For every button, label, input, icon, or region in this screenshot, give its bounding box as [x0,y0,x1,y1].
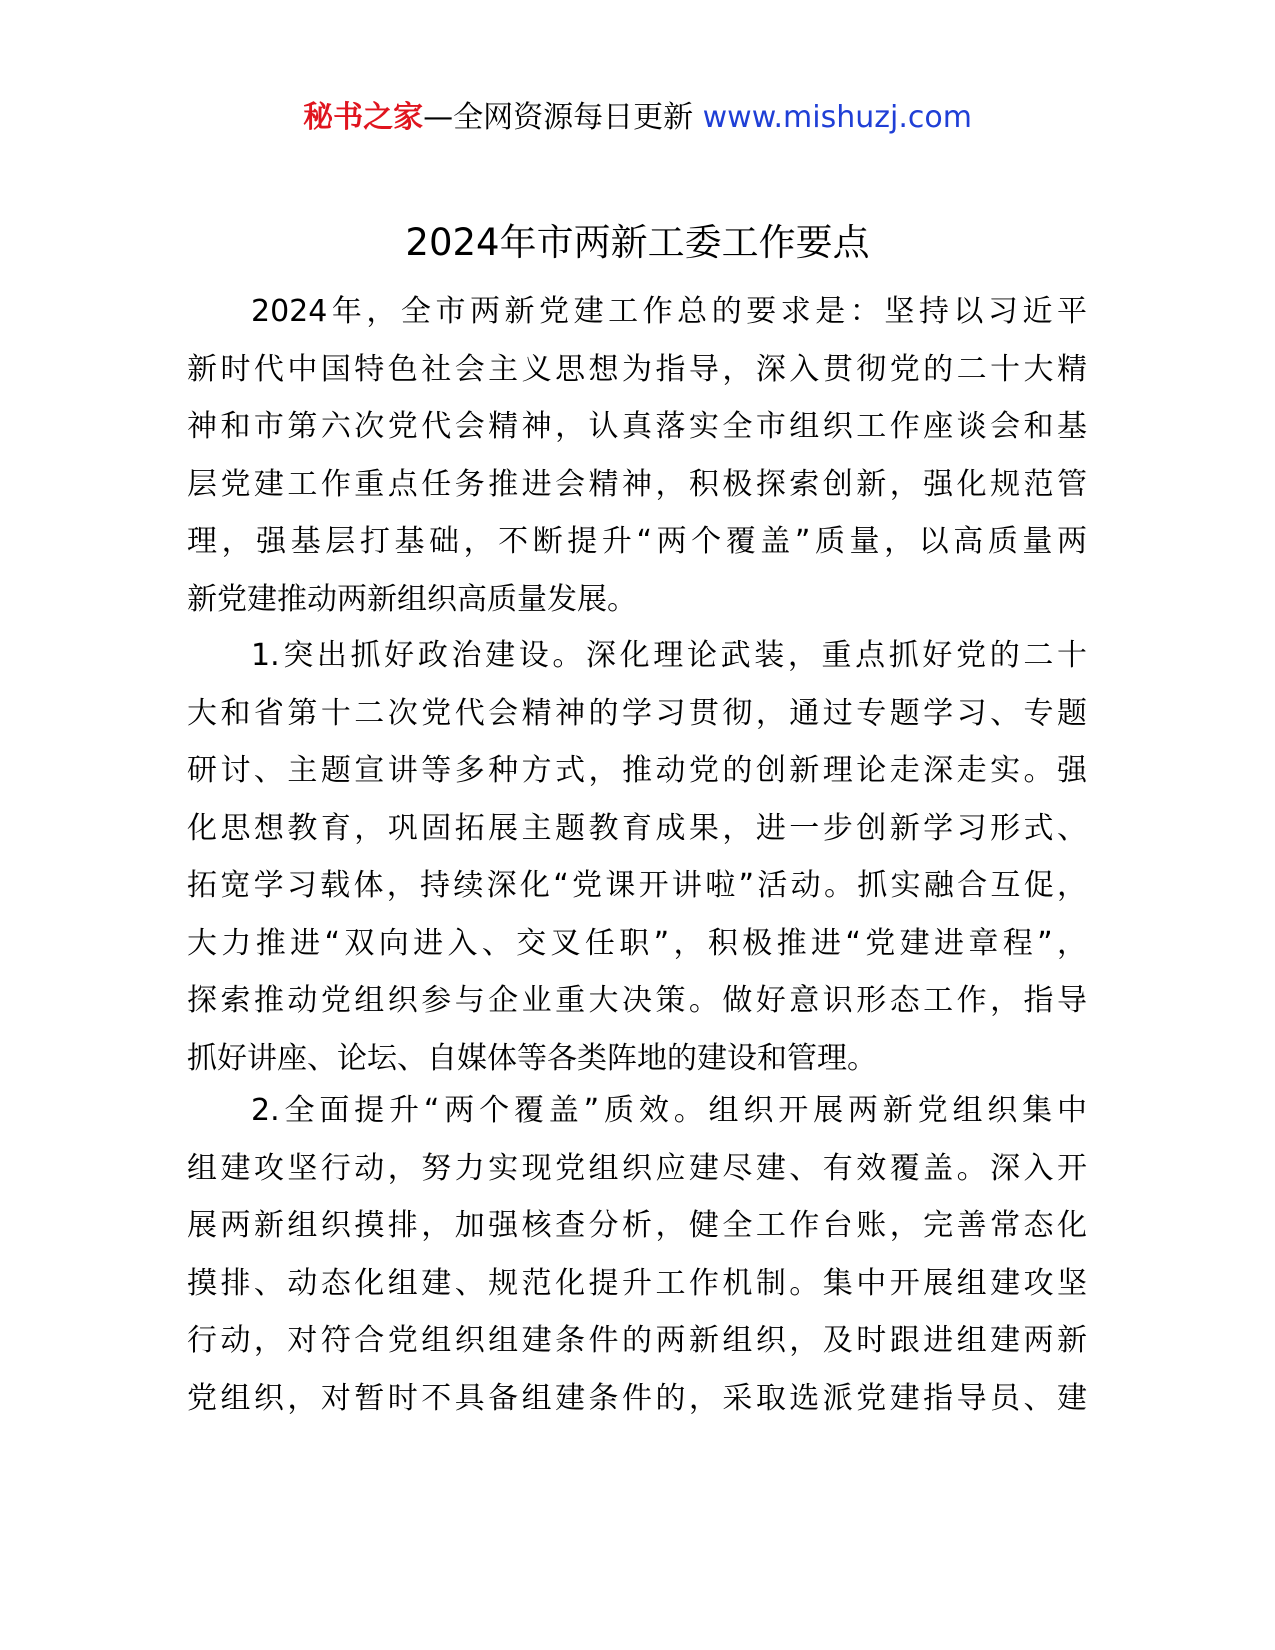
paragraph-line: 神和市第六次党代会精神，认真落实全市组织工作座谈会和基 [187,409,1087,444]
paragraph-line: 理，强基层打基础，不断提升“两个覆盖”质量，以高质量两 [187,524,1087,559]
paragraph-line: 1.突出抓好政治建设。深化理论武装，重点抓好党的二十 [251,638,1087,673]
document-title: 2024年市两新工委工作要点 [405,221,870,264]
paragraph-line: 抓好讲座、论坛、自媒体等各类阵地的建设和管理。 [187,1040,877,1076]
site-banner [0,98,1275,138]
paragraph-line: 化思想教育，巩固拓展主题教育成果，进一步创新学习形式、 [187,810,1087,846]
paragraph-line: 研讨、主题宣讲等多种方式，推动党的创新理论走深走实。强 [187,753,1087,788]
site-url-link[interactable]: www.mishuzj.com [702,100,972,135]
paragraph-line: 行动，对符合党组织组建条件的两新组织，及时跟进组建两新 [187,1323,1087,1358]
paragraph-line: 大力推进“双向进入、交叉任职”，积极推进“党建进章程”， [187,925,1087,961]
paragraph-line: 拓宽学习载体，持续深化“党课开讲啦”活动。抓实融合互促， [187,868,1087,903]
paragraph-line: 层党建工作重点任务推进会精神，积极探索创新，强化规范管 [187,466,1087,502]
site-brand: 秘书之家 [303,100,424,135]
paragraph-line: 新党建推动两新组织高质量发展。 [187,581,637,617]
paragraph-line: 摸排、动态化组建、规范化提升工作机制。集中开展组建攻坚 [187,1265,1087,1301]
paragraph [187,1082,1087,1427]
site-tagline: —全网资源每日更新 [423,100,703,135]
paragraph-line: 大和省第十二次党代会精神的学习贯彻，通过专题学习、专题 [187,695,1087,731]
paragraph-line: 党组织，对暂时不具备组建条件的，采取选派党建指导员、建 [187,1380,1087,1416]
paragraph [187,627,1087,1087]
paragraph-line: 新时代中国特色社会主义思想为指导，深入贯彻党的二十大精 [187,351,1087,387]
paragraph-line: 2024年，全市两新党建工作总的要求是：坚持以习近平 [251,294,1087,329]
paragraph-line: 探索推动党组织参与企业重大决策。做好意识形态工作，指导 [187,983,1087,1018]
paragraph [187,283,1087,628]
paragraph-line: 2.全面提升“两个覆盖”质效。组织开展两新党组织集中 [251,1093,1087,1128]
paragraph-line: 展两新组织摸排，加强核查分析，健全工作台账，完善常态化 [187,1208,1087,1243]
paragraph-line: 组建攻坚行动，努力实现党组织应建尽建、有效覆盖。深入开 [187,1150,1087,1186]
